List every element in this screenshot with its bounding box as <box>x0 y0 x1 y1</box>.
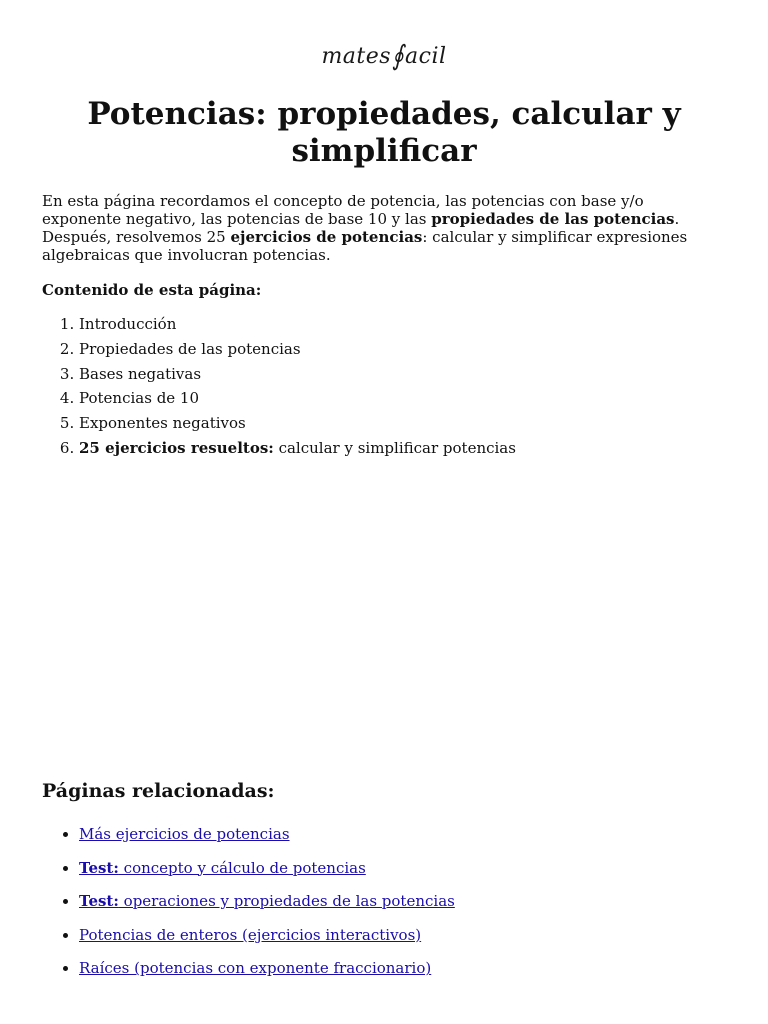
contents-item-label: Propiedades de las potencias <box>79 339 301 358</box>
related-link[interactable] <box>79 825 290 843</box>
contents-item[interactable] <box>79 312 516 337</box>
intro-text-1: En esta página recordamos el concepto de potencia, las potencias con base y/o exponente negativo, las potencias de base 10 y las <box>42 192 644 228</box>
contents-item-label: Introducción <box>79 315 177 333</box>
related-item <box>79 818 455 852</box>
intro-paragraph <box>42 192 726 264</box>
related-pages-title: Páginas relacionadas: <box>42 780 275 802</box>
contents-item[interactable] <box>79 362 516 387</box>
contents-item[interactable] <box>79 337 516 362</box>
related-link-label: operaciones y propiedades de las potencias <box>118 892 455 911</box>
intro-text-2: . Después, resolvemos 25 <box>42 210 680 246</box>
contents-item-label: Bases negativas <box>79 364 202 383</box>
contents-list <box>42 312 516 461</box>
logo-text-left: mates <box>321 44 392 69</box>
related-link[interactable] <box>79 959 431 977</box>
related-item <box>79 919 455 953</box>
intro-bold-properties: propiedades de las potencias <box>431 210 675 228</box>
related-link[interactable] <box>79 926 421 944</box>
related-link-label: concepto y cálculo de potencias <box>118 858 366 877</box>
contents-title: Contenido de esta página: <box>42 281 262 299</box>
contents-item[interactable] <box>79 411 516 436</box>
related-link-label: Más ejercicios de potencias <box>79 825 290 843</box>
page-title: Potencias: propiedades, calcular y simplificar <box>87 96 681 169</box>
related-pages-list <box>42 818 455 986</box>
related-link-bold: Test: <box>79 892 119 911</box>
logo-integral-mark: ∮ <box>392 40 405 73</box>
contents-item-label: Exponentes negativos <box>79 414 246 433</box>
related-link-bold: Test: <box>79 858 119 877</box>
related-item <box>79 952 455 986</box>
related-link[interactable] <box>79 892 455 910</box>
intro-text-3: : calcular y simplificar expresiones algebraicas que involucran potencias. <box>42 228 688 264</box>
contents-item[interactable] <box>79 436 516 461</box>
related-item <box>79 852 455 886</box>
logo-text-right: acil <box>405 44 447 69</box>
contents-item-label: Potencias de 10 <box>79 389 200 408</box>
related-item <box>79 885 455 919</box>
site-logo[interactable] <box>0 40 768 73</box>
contents-item-label: calcular y simplificar potencias <box>273 438 516 457</box>
contents-item[interactable] <box>79 386 516 411</box>
related-link-label: Potencias de enteros (ejercicios interactivos) <box>79 925 422 944</box>
intro-bold-exercises: ejercicios de potencias <box>230 228 423 246</box>
contents-item-bold: 25 ejercicios resueltos: <box>79 438 274 457</box>
related-link-label: Raíces (potencias con exponente fraccionario) <box>79 959 432 978</box>
related-link[interactable] <box>79 859 366 877</box>
